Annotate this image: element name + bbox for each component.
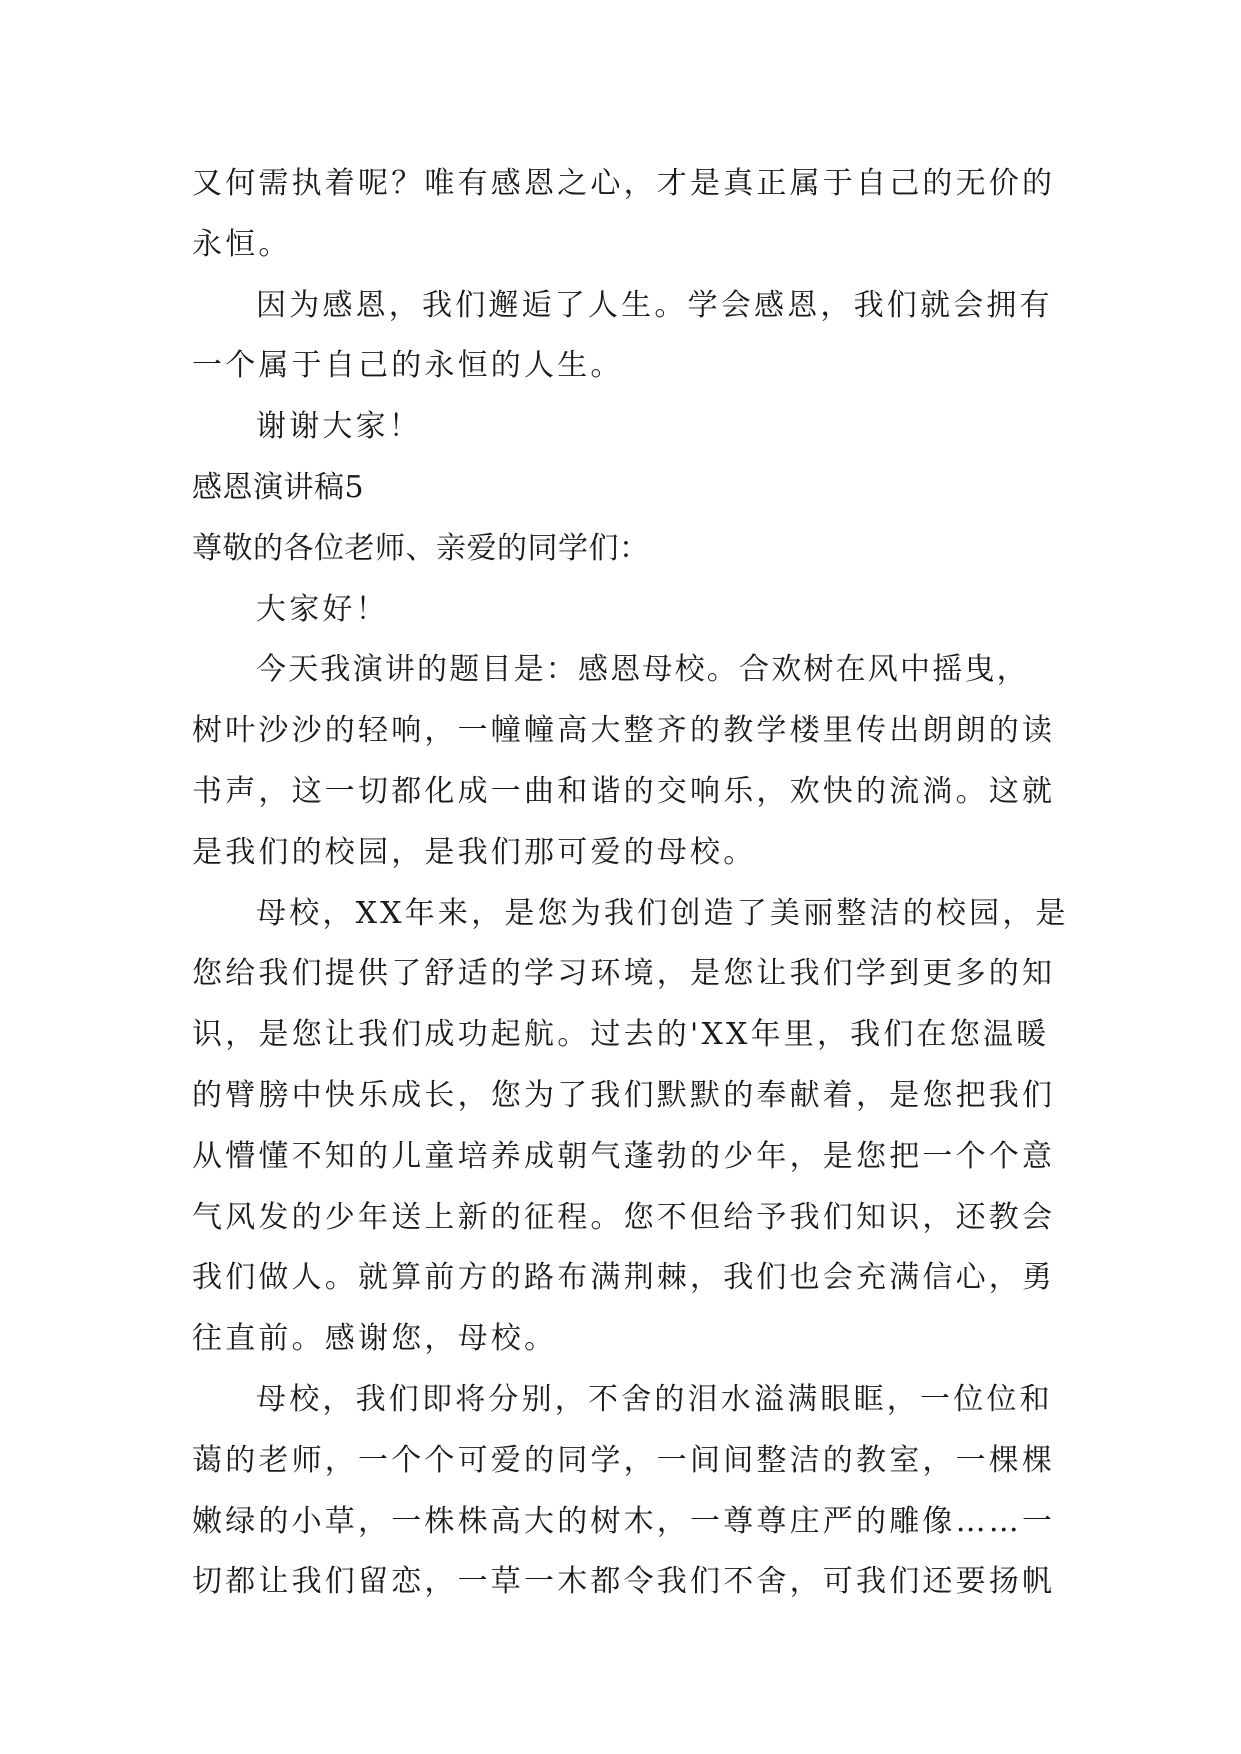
document-body bbox=[192, 154, 1092, 1613]
text-line: 气风发的少年送上新的征程。您不但给予我们知识，还教会 bbox=[192, 1199, 1056, 1235]
text-line: 又何需执着呢？唯有感恩之心，才是真正属于自己的无价的 bbox=[192, 166, 1056, 201]
greeting: 大家好！ bbox=[256, 591, 389, 627]
section-heading: 感恩演讲稿5 bbox=[192, 469, 365, 505]
text-line: 母校，XX年来，是您为我们创造了美丽整洁的校园，是 bbox=[256, 895, 1069, 931]
text-line: 您给我们提供了舒适的学习环境，是您让我们学到更多的知 bbox=[192, 956, 1056, 992]
text-line: 识，是您让我们成功起航。过去的'XX年里，我们在您温暖 bbox=[192, 1017, 1050, 1053]
text-line: 我们做人。就算前方的路布满荆棘，我们也会充满信心，勇 bbox=[192, 1260, 1056, 1296]
text-line: 谢谢大家！ bbox=[256, 409, 422, 445]
salutation: 尊敬的各位老师、亲爱的同学们： bbox=[192, 530, 650, 566]
text-line: 永恒。 bbox=[192, 226, 292, 262]
text-line: 是我们的校园，是我们那可爱的母校。 bbox=[192, 834, 757, 870]
text-line: 树叶沙沙的轻响，一幢幢高大整齐的教学楼里传出朗朗的读 bbox=[192, 713, 1056, 749]
text-line: 切都让我们留恋，一草一木都令我们不舍，可我们还要扬帆 bbox=[192, 1564, 1056, 1600]
text-line: 从懵懂不知的儿童培养成朝气蓬勃的少年，是您把一个个意 bbox=[192, 1138, 1056, 1174]
text-line: 一个属于自己的永恒的人生。 bbox=[192, 348, 624, 384]
text-line: 书声，这一切都化成一曲和谐的交响乐，欢快的流淌。这就 bbox=[192, 773, 1056, 809]
text-line: 的臂膀中快乐成长，您为了我们默默的奉献着，是您把我们 bbox=[192, 1077, 1056, 1113]
text-line: 嫩绿的小草，一株株高大的树木，一尊尊庄严的雕像……一 bbox=[192, 1503, 1056, 1539]
text-line: 今天我演讲的题目是：感恩母校。合欢树在风中摇曳， bbox=[256, 652, 1029, 688]
text-line: 母校，我们即将分别，不舍的泪水溢满眼眶，一位位和 bbox=[256, 1381, 1053, 1417]
text-line: 往直前。感谢您，母校。 bbox=[192, 1321, 558, 1357]
text-line: 蔼的老师，一个个可爱的同学，一间间整洁的教室，一棵棵 bbox=[192, 1442, 1056, 1478]
text-line: 因为感恩，我们邂逅了人生。学会感恩，我们就会拥有 bbox=[256, 287, 1053, 323]
